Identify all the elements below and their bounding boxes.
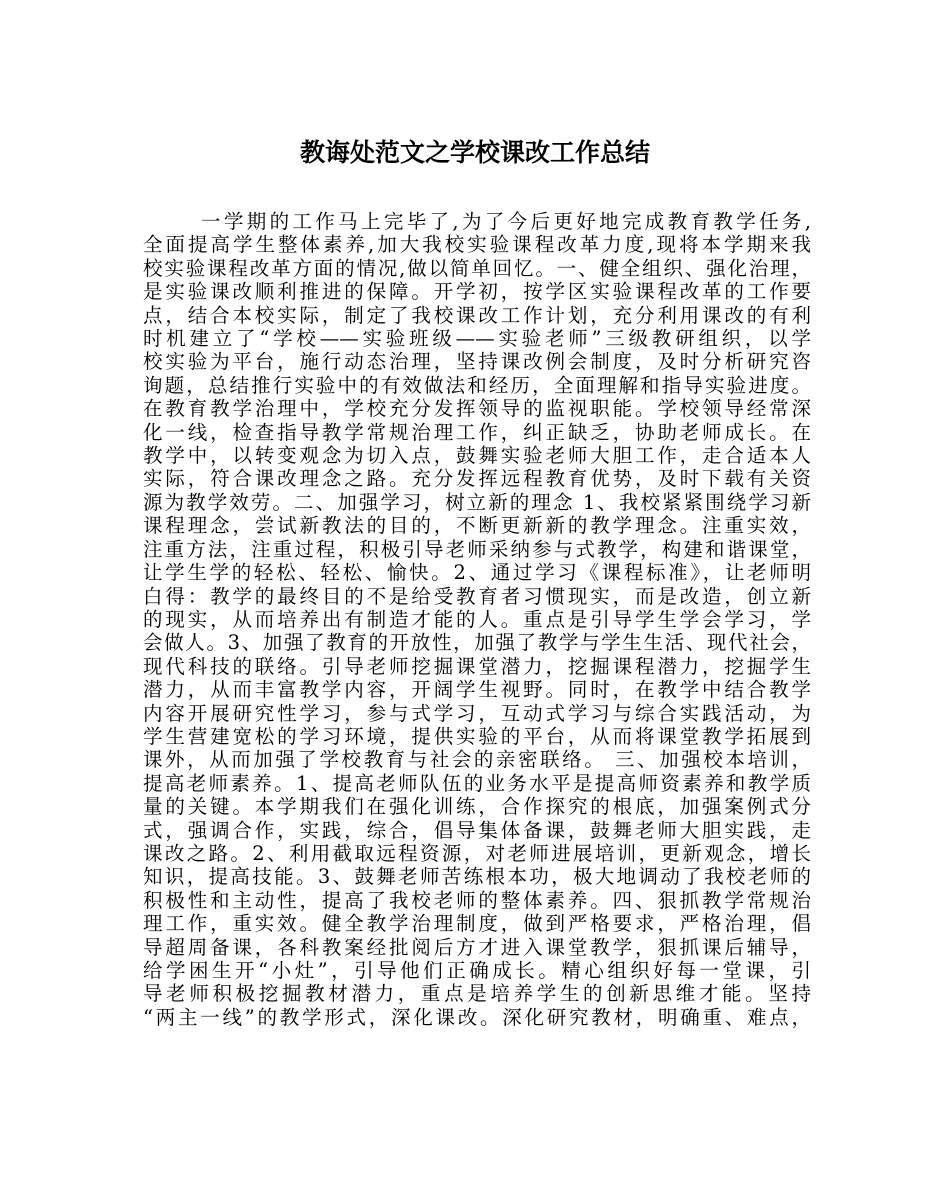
paragraph-line: 教学中，以转变观念为切入点，鼓舞实验老师大胆工作，走合适本人	[143, 444, 811, 468]
paragraph-line: 注重方法，注重过程，积极引导老师采纳参与式教学，构建和谐课堂，	[143, 537, 811, 561]
paragraph-line: 课程理念，尝试新教法的目的，不断更新新的教学理念。注重实效，	[143, 514, 811, 538]
paragraph-line: 给学困生开“小灶”，引导他们正确成长。精心组织好每一堂课，引	[143, 959, 811, 982]
document-body	[143, 210, 811, 1029]
paragraph-line: 的现实，从而培养出有制造才能的人。重点是引导学生学会学习，学	[143, 607, 811, 631]
paragraph-line: 化一线，检查指导教学常规治理工作，纠正缺乏，协助老师成长。在	[143, 420, 811, 444]
paragraph-line: “两主一线”的教学形式，深化课改。深化研究教材，明确重、难点，	[143, 1005, 811, 1029]
paragraph-first-line: 一学期的工作马上完毕了,为了今后更好地完成教育教学任务,	[201, 210, 811, 233]
paragraph-line: 源为教学效劳。二、加强学习，树立新的理念 1、我校紧紧围绕学习新	[143, 490, 811, 514]
paragraph-line: 导老师积极挖掘教材潜力，重点是培养学生的创新思维才能。坚持	[143, 982, 811, 1006]
paragraph-line: 理工作，重实效。健全教学治理制度，做到严格要求，严格治理，倡	[143, 912, 811, 936]
paragraph-line: 校实验课程改革方面的情况,做以简单回忆。一、健全组织、强化治理，	[143, 256, 811, 280]
paragraph-line: 知识，提高技能。3、鼓舞老师苦练根本功，极大地调动了我校老师的	[143, 865, 811, 889]
paragraph-line: 积极性和主动性，提高了我校老师的整体素养。四、狠抓教学常规治	[143, 888, 811, 912]
paragraph-line: 全面提高学生整体素养,加大我校实验课程改革力度,现将本学期来我	[143, 233, 811, 257]
paragraph-line: 量的关键。本学期我们在强化训练，合作探究的根底，加强案例式分	[143, 795, 811, 819]
paragraph-line: 点，结合本校实际，制定了我校课改工作计划，充分利用课改的有利	[143, 303, 811, 327]
paragraph-line: 学生营建宽松的学习环境，提供实验的平台，从而将课堂教学拓展到	[143, 724, 811, 748]
paragraph-line: 导超周备课，各科教案经批阅后方才进入课堂教学，狠抓课后辅导，	[143, 935, 811, 959]
paragraph-line: 课外，从而加强了学校教育与社会的亲密联络。 三、加强校本培训，	[143, 748, 811, 772]
paragraph-line: 校实验为平台，施行动态治理，坚持课改例会制度，及时分析研究咨	[143, 350, 811, 374]
paragraph-line: 课改之路。2、利用截取远程资源，对老师进展培训，更新观念，增长	[143, 841, 811, 865]
paragraph-line: 会做人。3、加强了教育的开放性，加强了教学与学生生活、现代社会，	[143, 631, 811, 655]
paragraph-line: 内容开展研究性学习，参与式学习，互动式学习与综合实践活动，为	[143, 701, 811, 725]
paragraph-line: 时机建立了“学校——实验班级——实验老师”三级教研组织，以学	[143, 327, 811, 351]
paragraph-line: 现代科技的联络。引导老师挖掘课堂潜力，挖掘课程潜力，挖掘学生	[143, 654, 811, 678]
paragraph-line: 让学生学的轻松、轻松、愉快。2、通过学习《课程标准》，让老师明	[143, 561, 811, 585]
paragraph-line: 白得：教学的最终目的不是给受教育者习惯现实，而是改造，创立新	[143, 584, 811, 608]
document-title: 教诲处范文之学校课改工作总结	[299, 138, 650, 167]
paragraph-line: 实际，符合课改理念之路。充分发挥远程教育优势，及时下载有关资	[143, 467, 811, 491]
paragraph-line: 询题，总结推行实验中的有效做法和经历，全面理解和指导实验进度。	[143, 373, 811, 397]
paragraph-line: 是实验课改顺利推进的保障。开学初，按学区实验课程改革的工作要	[143, 280, 811, 304]
paragraph-line: 在教育教学治理中，学校充分发挥领导的监视职能。学校领导经常深	[143, 397, 811, 421]
paragraph-line: 式，强调合作，实践，综合，倡导集体备课，鼓舞老师大胆实践，走	[143, 818, 811, 842]
paragraph-line: 潜力，从而丰富教学内容，开阔学生视野。同时，在教学中结合教学	[143, 678, 811, 702]
paragraph-line: 提高老师素养。1、提高老师队伍的业务水平是提高师资素养和教学质	[143, 771, 811, 795]
